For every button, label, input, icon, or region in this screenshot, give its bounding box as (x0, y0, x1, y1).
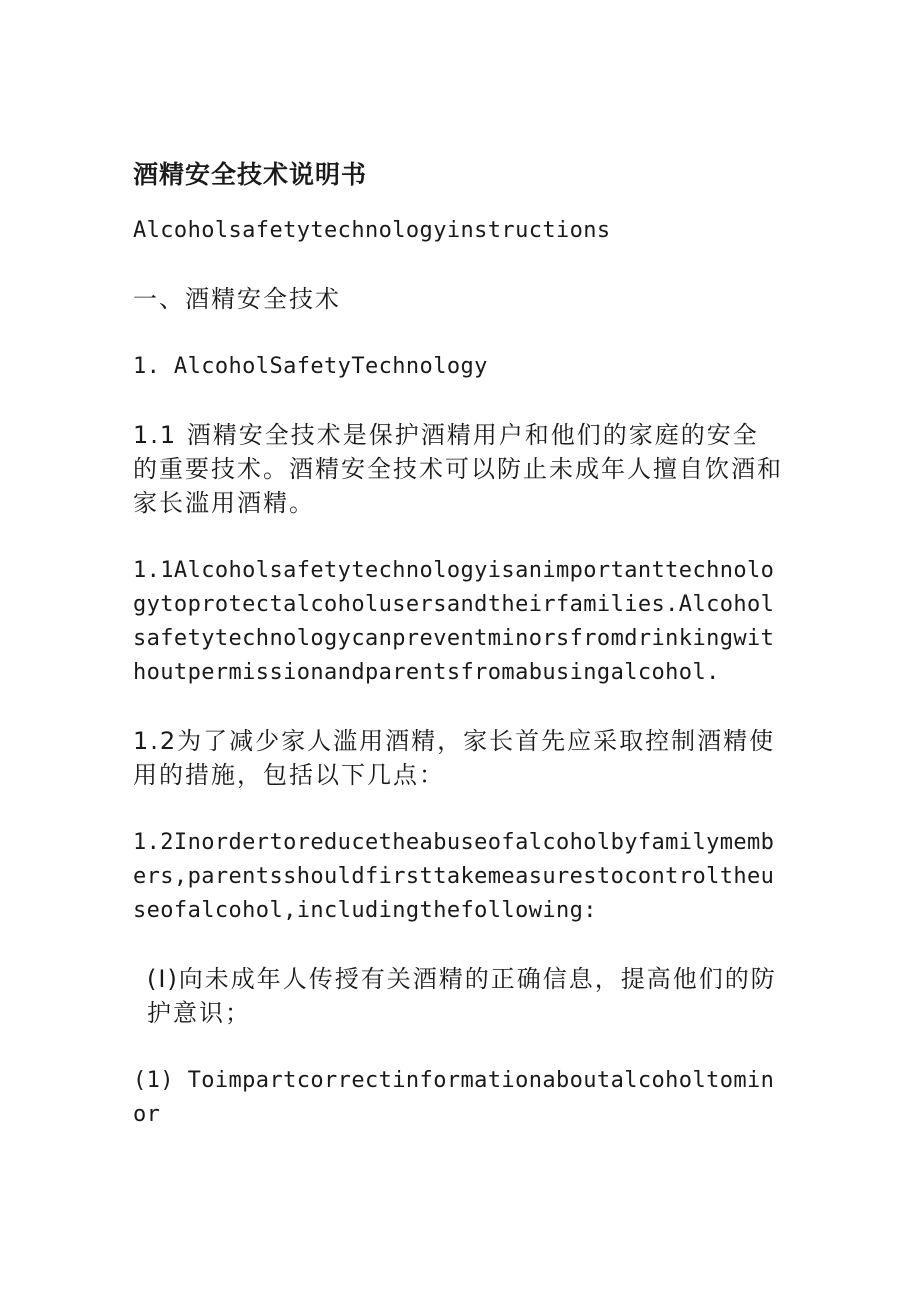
document-title: 酒精安全技术说明书 (133, 160, 368, 189)
paragraph-1-1-cn: 1.1 酒精安全技术是保护酒精用户和他们的家庭的安全的重要技术。酒精安全技术可以防止未成年人擅自饮酒和家长滥用酒精。 (133, 421, 783, 517)
section-heading-cn: 一、酒精安全技术 (133, 285, 341, 313)
paragraph-1-1-en: 1.1Alcoholsafetytechnologyisanimportanttechnologytoprotectalcoholusersandtheirfamilies.Alcoholsafetytechnologycanpreventminorsfromdrinkingwithoutpermissionandparentsfromabusingalcohol. (133, 558, 775, 685)
english-title: Alcoholsafetytechnologyinstructions (133, 218, 611, 243)
list-item-1-cn: (I)向未成年人传授有关酒精的正确信息，提高他们的防护意识； (147, 965, 777, 1027)
list-item-1-en: (1) Toimpartcorrectinformationaboutalcoholtominor (133, 1068, 775, 1127)
paragraph-1-2-cn: 1.2为了减少家人滥用酒精，家长首先应采取控制酒精使用的措施，包括以下几点： (133, 727, 776, 789)
section-heading-en: 1. AlcoholSafetyTechnology (133, 354, 488, 379)
document-body (133, 156, 783, 1166)
paragraph-1-2-en: 1.2Inordertoreducetheabuseofalcoholbyfamilymembers,parentsshouldfirsttakemeasurestocontroltheuseofalcohol,includingthefollowing: (133, 830, 775, 923)
